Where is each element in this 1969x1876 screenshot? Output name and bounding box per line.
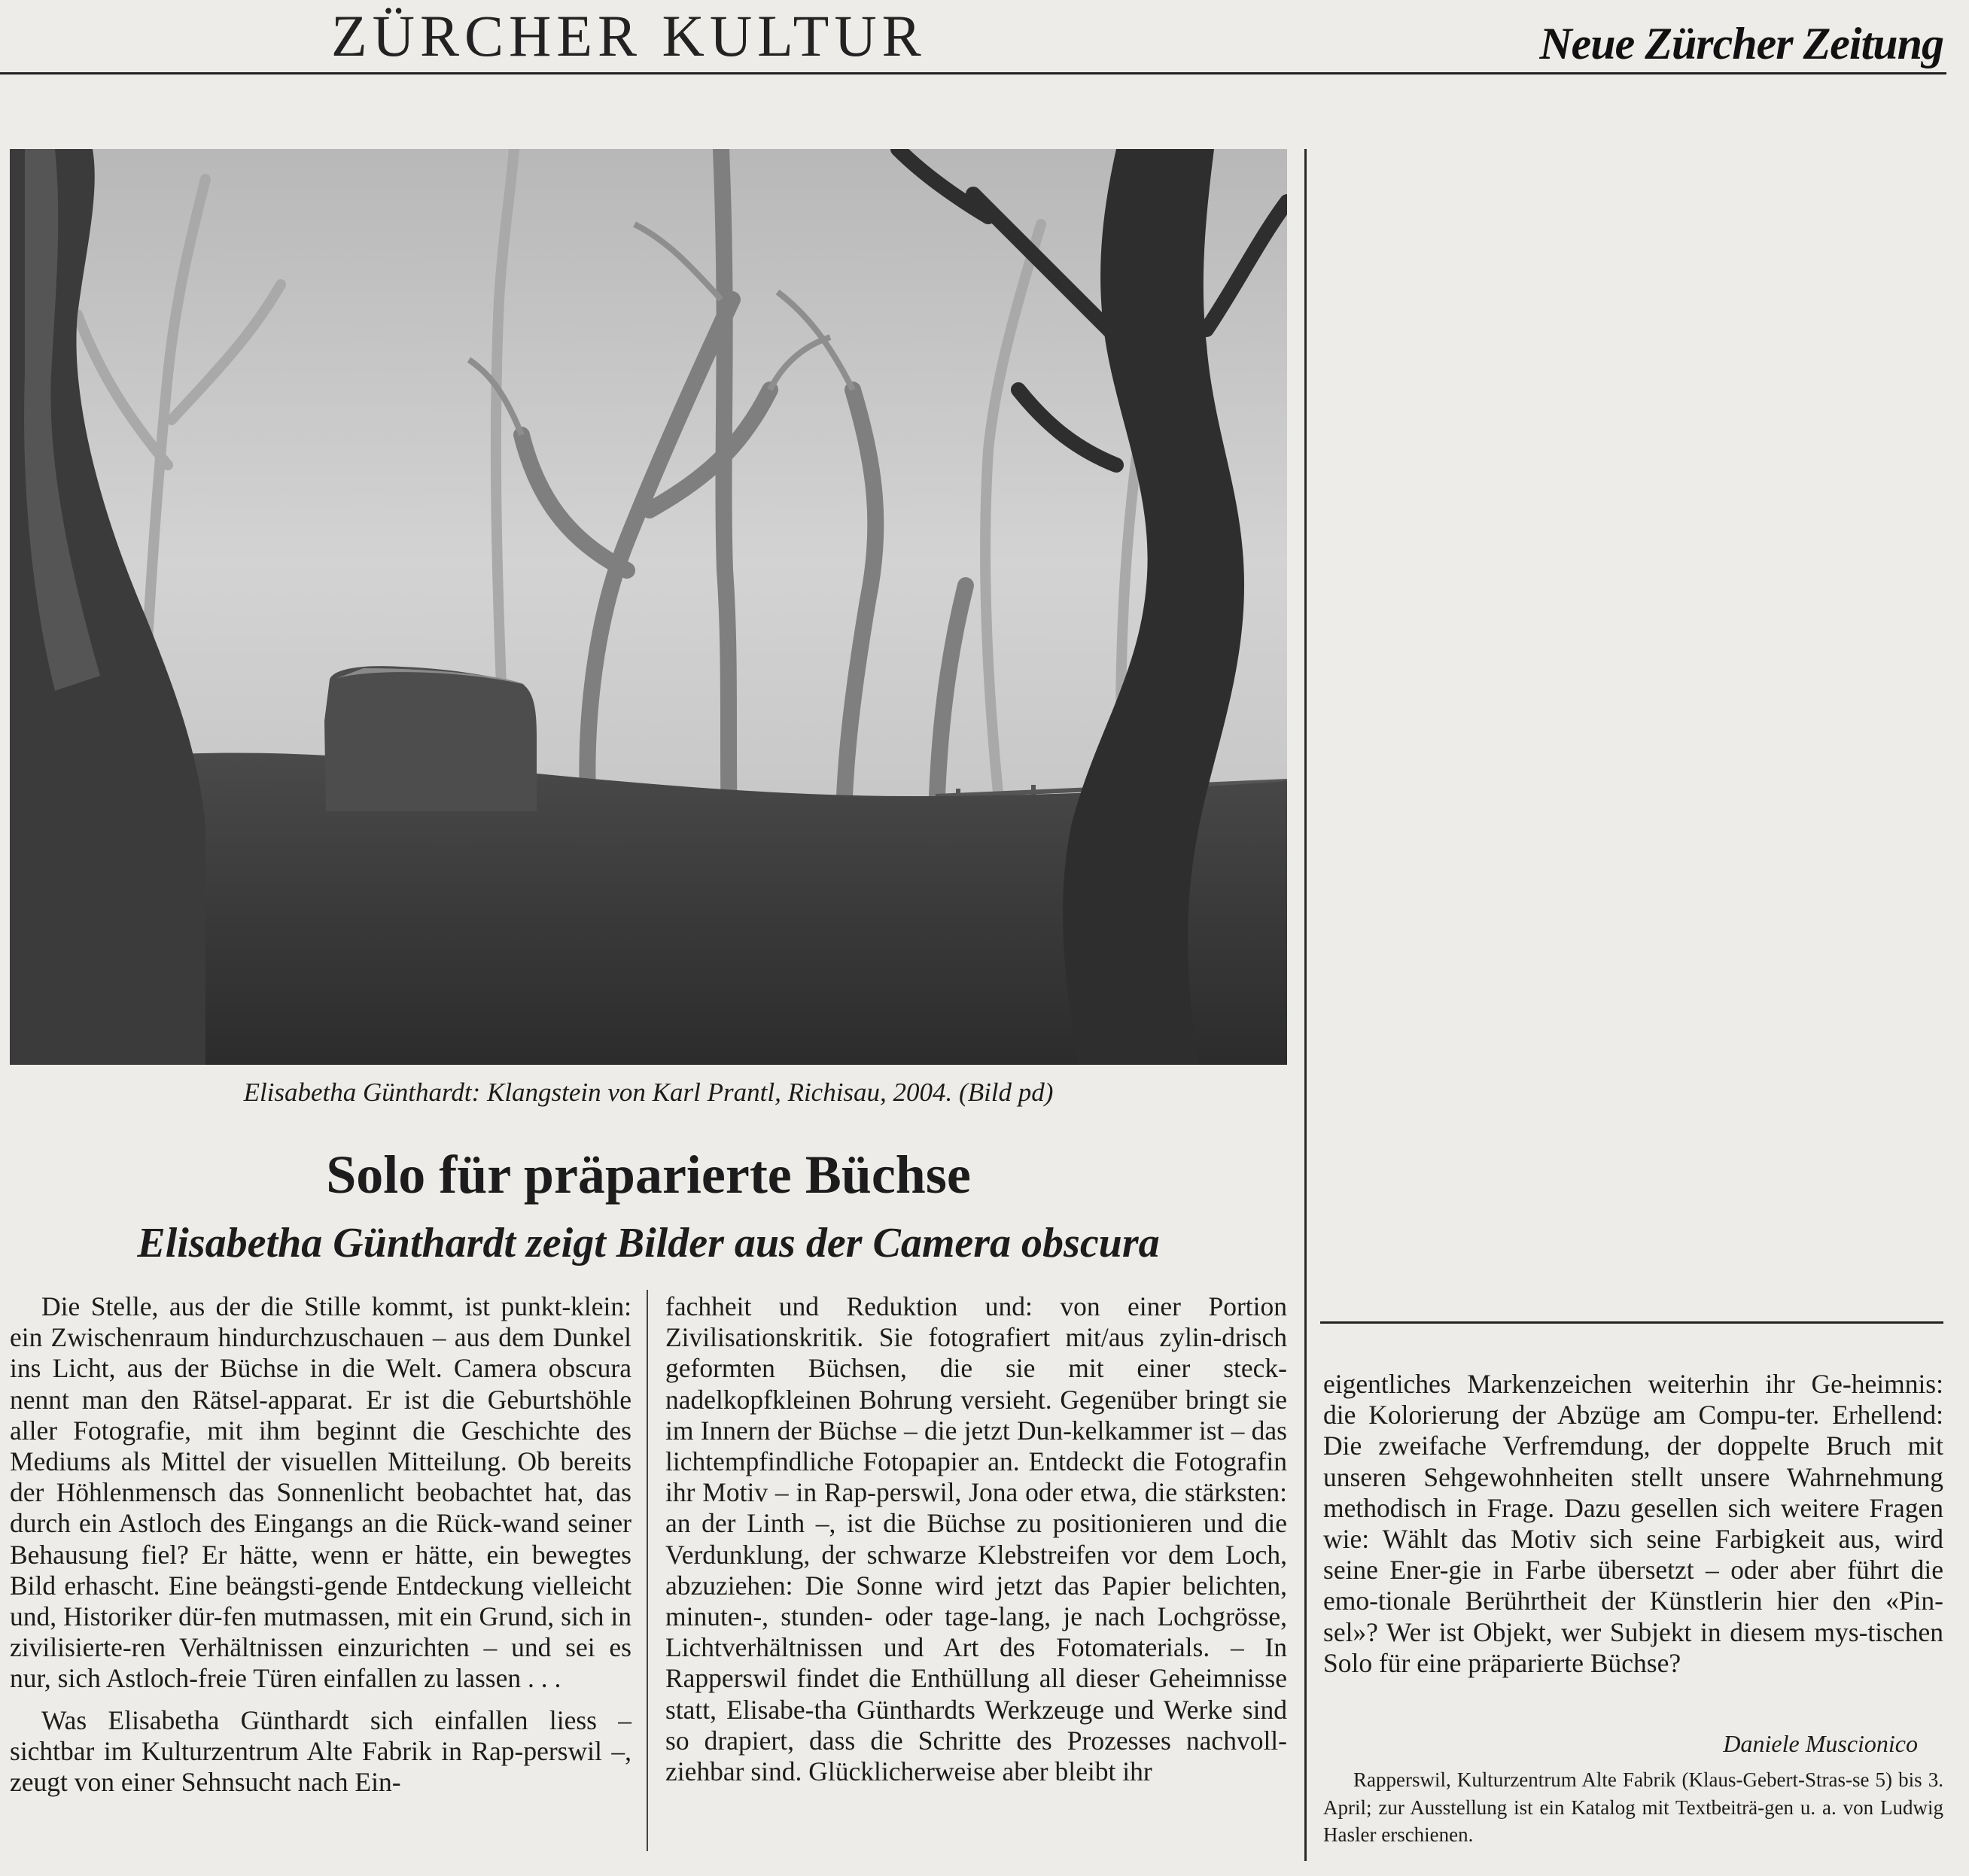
column-divider-vertical	[1304, 149, 1307, 1861]
paragraph: Was Elisabetha Günthardt sich einfallen liess – sichtbar im Kulturzentrum Alte Fabrik in Rap-perswil –, zeugt von einer Sehnsucht nach Ein-	[10, 1704, 631, 1798]
article-column-1	[10, 1291, 631, 1798]
section-heading: ZÜRCHER KULTUR	[331, 3, 927, 68]
paragraph: eigentliches Markenzeichen weiterhin ihr Ge-heimnis: die Kolorierung der Abzüge am Compu-ter. Erhellend: Die zweifache Verfremdung, der doppelte Bruch mit unseren Sehgewohnheiten stellt unsere Wahrnehmung methodisch in Frage. Dazu gesellen sich weitere Fragen wie: Wählt das Motiv sich seine Farbigkeit aus, wird seine Ener-gie in Farbe übersetzt – oder aber führt die emo-tionale Berührtheit der Künstlerin hier den «Pin-sel»? Wer ist Objekt, wer Subjekt in diesem mys-tischen Solo für eine präparierte Büchse?	[1323, 1369, 1943, 1678]
article-title: Solo für präparierte Büchse	[326, 1145, 971, 1205]
newspaper-masthead-logo: Neue Zürcher Zeitung	[1539, 19, 1943, 68]
exhibition-info	[1323, 1766, 1943, 1849]
photo-caption: Elisabetha Günthardt: Klangstein von Karl Prantl, Richisau, 2004. (Bild pd)	[243, 1078, 1054, 1107]
paragraph: fachheit und Reduktion und: von einer Portion Zivilisationskritik. Sie fotografiert mit/aus zylin-drisch geformten Büchsen, die sie mit einer steck-nadelkopfkleinen Bohrung versieht. Gegenüber bringt sie im Innern der Büchse – die jetzt Dun-kelkammer ist – das lichtempfindliche Fotopapier an. Entdeckt die Fotografin ihr Motiv – in Rap-perswil, Jona oder etwa, die stärksten: an der Linth –, ist die Büchse zu positionieren und die Verdunklung, der schwarze Klebstreifen vor dem Loch, abzuziehen: Die Sonne wird jetzt das Papier belichten, minuten-, stunden- oder tage-lang, je nach Lochgrösse, Lichtverhältnissen und Art des Fotomaterials. – In Rapperswil findet die Enthüllung all dieser Geheimnisse statt, Elisabe-tha Günthardts Werkzeuge und Werke sind so drapiert, dass die Schritte des Prozesses nachvoll-ziehbar sind. Glücklicherweise aber bleibt ihr	[665, 1291, 1287, 1787]
author-byline: Daniele Muscionico	[1723, 1730, 1918, 1757]
article-subtitle: Elisabetha Günthardt zeigt Bilder aus der Camera obscura	[137, 1220, 1160, 1266]
header-rule	[0, 72, 1946, 74]
article-photo	[10, 149, 1287, 1065]
paragraph: Die Stelle, aus der die Stille kommt, ist punkt-klein: ein Zwischenraum hindurchzuschauen – aus dem Dunkel ins Licht, aus der Büchse in die Welt. Camera obscura nennt man den Rätsel-apparat. Er ist die Geburtshöhle aller Fotografie, mit ihm beginnt die Geschichte des Mediums als Mittel der visuellen Mitteilung. Ob bereits der Höhlenmensch das Sonnenlicht beobachtet hat, das durch ein Astloch des Eingangs an die Rück-wand seiner Behausung fiel? Er hätte, wenn er hätte, ein bewegtes Bild erhascht. Eine beängsti-gende Entdeckung vielleicht und, Historiker dür-fen mutmassen, mit ein Grund, sich in zivilisierte-ren Verhältnissen einzurichten – und sei es nur, sich Astloch-freie Türen einfallen zu lassen . . .	[10, 1291, 631, 1694]
exhibition-info-text: Rapperswil, Kulturzentrum Alte Fabrik (Klaus-Gebert-Stras-se 5) bis 3. April; zur Ausstellung ist ein Katalog mit Textbeiträ-gen u. a. von Ludwig Hasler erschienen.	[1323, 1768, 1943, 1846]
article-column-2	[665, 1291, 1287, 1787]
column-divider	[647, 1290, 648, 1851]
right-column-rule	[1320, 1321, 1943, 1324]
article-column-3	[1323, 1369, 1943, 1679]
